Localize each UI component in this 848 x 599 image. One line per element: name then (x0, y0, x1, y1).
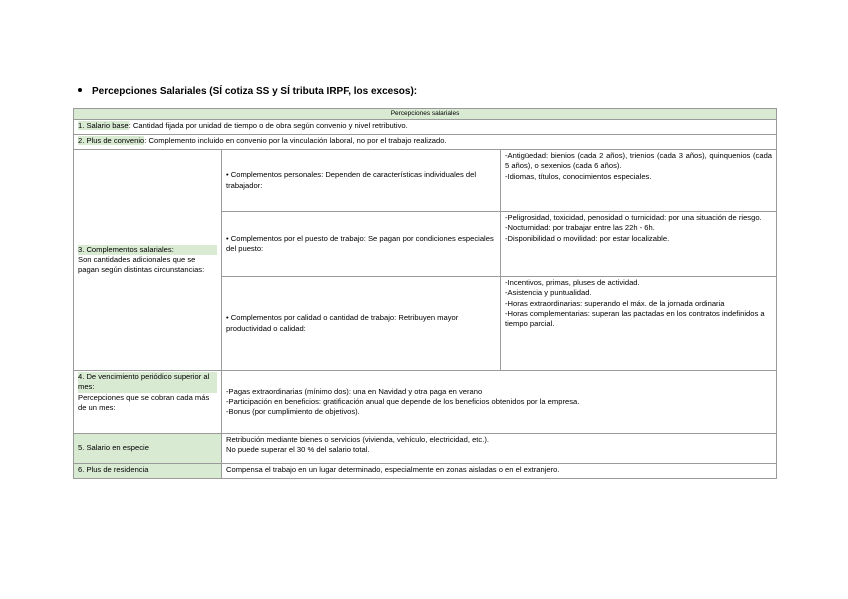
complementos-personales-items (501, 150, 777, 212)
table-row-complementos-personales (74, 150, 777, 212)
complementos-puesto-items (501, 212, 777, 277)
vencimiento-periodico-cell (74, 371, 222, 434)
vencimiento-periodico-title: 4. De vencimiento periódico superior al mes: (78, 372, 217, 393)
list-item: -Idiomas, títulos, conocimientos especiales. (505, 171, 652, 181)
table-header-row (74, 109, 777, 120)
list-item: -Peligrosidad, toxicidad, penosidad o turnicidad: por una situación de riesgo. (505, 213, 762, 222)
list-item: -Horas complementarias: superan las pactadas en los contratos indefinidos a tiempo parcial. (505, 308, 765, 328)
table-row-plus-residencia (74, 464, 777, 479)
table-row-plus-convenio (74, 135, 777, 150)
table-row-salario-especie (74, 434, 777, 464)
list-item: -Incentivos, primas, pluses de actividad. (505, 278, 640, 287)
list-item: -Pagas extraordinarias (mínimo dos): una en Navidad y otra paga en verano (226, 386, 483, 396)
complementos-puesto-label: • Complementos por el puesto de trabajo: Se pagan por condiciones especiales del puesto: (222, 212, 501, 277)
salario-base-title: 1. Salario base (78, 121, 129, 130)
list-item: -Nocturnidad: por trabajar entre las 22h - 6h. (505, 223, 655, 233)
plus-convenio-text: : Complemento incluido en convenio por la vinculación laboral, no por el trabajo realizado. (144, 136, 447, 145)
list-item: -Asistencia y puntualidad. (505, 288, 592, 298)
salario-especie-line: No puede superar el 30 % del salario total. (226, 445, 370, 455)
bullet-icon (78, 88, 82, 92)
vencimiento-periodico-description: Percepciones que se cobran cada más de un mes: (78, 392, 210, 412)
vencimiento-periodico-items (222, 371, 777, 434)
salario-especie-text (222, 434, 777, 464)
salario-base-cell (74, 120, 777, 135)
salario-especie-title: 5. Salario en especie (74, 434, 222, 464)
table-row-salario-base (74, 120, 777, 135)
section-heading-text: Percepciones Salariales (SÍ cotiza SS y SÍ tributa IRPF, los excesos): (92, 86, 418, 97)
plus-convenio-title: 2. Plus de convenio (78, 136, 145, 145)
complementos-personales-label: • Complementos personales: Dependen de características individuales del trabajador: (222, 150, 501, 212)
complementos-calidad-items (501, 277, 777, 371)
list-item: -Disponibilidad o movilidad: por estar localizable. (505, 233, 670, 243)
section-heading (78, 86, 417, 97)
salario-especie-line: Retribución mediante bienes o servicios (vivienda, vehículo, electricidad, etc.). (226, 435, 489, 444)
complementos-salariales-title: 3. Complementos salariales: (78, 245, 217, 255)
complementos-salariales-description: Son cantidades adicionales que se pagan según distintas circunstancias: (78, 254, 205, 275)
table-row-vencimiento-periodico (74, 371, 777, 434)
plus-convenio-cell (74, 135, 777, 150)
list-item: -Participación en beneficios: gratificación anual que depende de los beneficios obtenidos por la empresa. (226, 396, 580, 406)
salary-perceptions-table (73, 108, 777, 479)
list-item: -Bonus (por cumplimiento de objetivos). (226, 407, 360, 417)
table-header: Percepciones salariales (74, 109, 777, 120)
plus-residencia-title: 6. Plus de residencia (74, 464, 222, 479)
list-item: -Horas extraordinarias: superando el máx. de la jornada ordinaria (505, 298, 725, 308)
list-item: -Antigüedad: bienios (cada 2 años), trienios (cada 3 años), quinquenios (cada 5 años), o sexenios (cada 6 años). (505, 151, 773, 171)
salario-base-text: : Cantidad fijada por unidad de tiempo o de obra según convenio y nivel retributivo. (128, 121, 408, 130)
complementos-calidad-label: • Complementos por calidad o cantidad de trabajo: Retribuyen mayor productividad o calidad: (222, 277, 501, 371)
plus-residencia-text: Compensa el trabajo en un lugar determinado, especialmente en zonas aisladas o en el extranjero. (222, 464, 777, 479)
complementos-salariales-cell (74, 150, 222, 371)
